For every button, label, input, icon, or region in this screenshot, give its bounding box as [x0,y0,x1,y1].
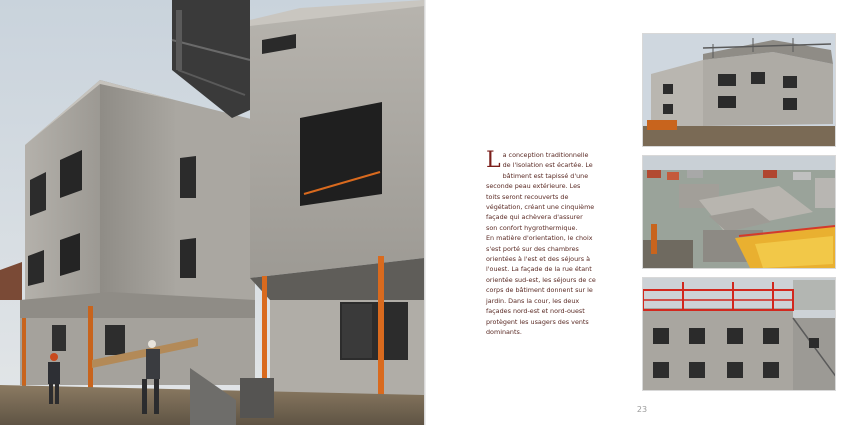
page-number: 23 [636,405,648,414]
right-page [426,0,848,425]
paragraph-2: En matière d'orientation, le choix s'est porté sur des chambres orientées à l'est et des séjours à l'ouest. La façade de la rue étant orientée sud-est, les séjours de ce corps de bâtiment donnent sur le jardin. Dans la cour, les deux façades nord-est et nord-ouest protègent les usagers des vents dominants. [486,234,596,336]
photo-aerial-site [642,155,836,269]
dropcap-letter: L [486,148,501,173]
photo-red-scaffolding [642,277,836,391]
paragraph-1 [486,150,596,233]
photo-building-roof-scaffold [642,33,836,147]
paragraph-1-text: a conception traditionnelle de l'isolation est écartée. Le bâtiment est tapissé d'une seconde peau extérieure. Les toits seront recouverts de végétation, créant une cinquième façade qui achèvera d'assurer son confort hygrothermique. [486,151,595,232]
article-text [486,150,596,337]
